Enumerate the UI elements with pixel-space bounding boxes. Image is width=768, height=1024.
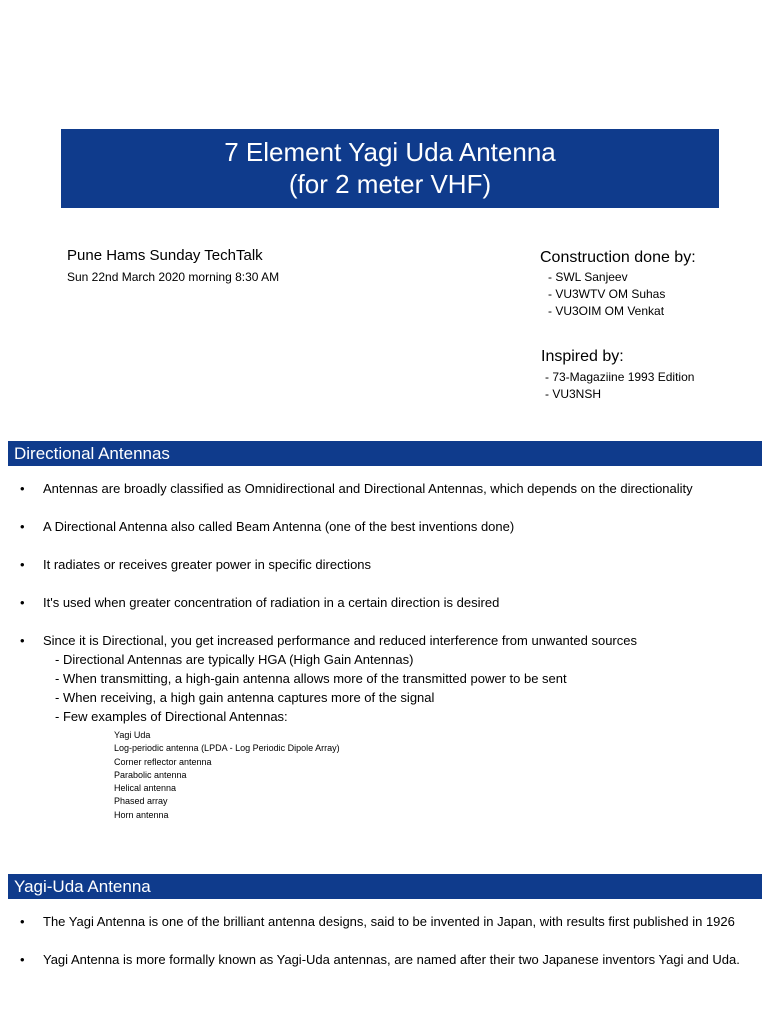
sub-item: - When transmitting, a high-gain antenna allows more of the transmitted power to be sent — [55, 671, 567, 686]
list-item — [20, 912, 750, 931]
bullet-text: A Directional Antenna also called Beam Antenna (one of the best inventions done) — [43, 519, 515, 534]
title-banner — [61, 129, 719, 208]
list-item — [20, 479, 750, 498]
bullet-text: It's used when greater concentration of radiation in a certain direction is desired — [43, 595, 500, 610]
event-title: Pune Hams Sunday TechTalk — [67, 247, 263, 264]
bullet-icon: • — [20, 557, 25, 572]
sub-item: - Few examples of Directional Antennas: — [55, 709, 288, 724]
bullet-icon: • — [20, 633, 25, 648]
title-line-1: 7 Element Yagi Uda Antenna — [224, 137, 556, 167]
bullet-icon: • — [20, 481, 25, 496]
bullet-icon: • — [20, 914, 25, 929]
example-item: Corner reflector antenna — [114, 756, 212, 767]
antenna-examples-list — [20, 729, 750, 822]
bullet-text: Antennas are broadly classified as Omnidirectional and Directional Antennas, which depends on the directionality — [43, 481, 693, 496]
section-heading-yagi: Yagi-Uda Antenna — [8, 874, 762, 899]
sub-item: - When receiving, a high gain antenna captures more of the signal — [55, 690, 435, 705]
bullet-text: It radiates or receives greater power in specific directions — [43, 557, 372, 572]
list-item — [20, 593, 750, 612]
bullet-text: Since it is Directional, you get increased performance and reduced interference from unwanted sources — [43, 633, 637, 648]
bullet-icon: • — [20, 952, 25, 967]
inspired-item: - VU3NSH — [545, 387, 602, 401]
example-item: Helical antenna — [114, 783, 177, 794]
sub-item: - Directional Antennas are typically HGA (High Gain Antennas) — [55, 652, 414, 667]
yagi-bullet-list — [20, 912, 750, 969]
list-item — [20, 950, 750, 969]
construction-item: - SWL Sanjeev — [548, 270, 628, 284]
example-item: Horn antenna — [114, 809, 169, 820]
example-item: Phased array — [114, 796, 168, 807]
list-item — [20, 555, 750, 574]
inspired-item: - 73-Magaziine 1993 Edition — [545, 370, 695, 384]
example-item: Log-periodic antenna (LPDA - Log Periodic Dipole Array) — [114, 743, 340, 754]
inspired-heading: Inspired by: — [541, 348, 624, 365]
section-heading-directional: Directional Antennas — [8, 441, 762, 466]
list-item — [20, 517, 750, 536]
title-line-2: (for 2 meter VHF) — [288, 169, 492, 199]
construction-item: - VU3WTV OM Suhas — [548, 287, 666, 301]
list-item — [20, 631, 750, 650]
bullet-text: The Yagi Antenna is one of the brilliant antenna designs, said to be invented in Japan, with results first published in 1926 — [43, 914, 735, 929]
event-date: Sun 22nd March 2020 morning 8:30 AM — [67, 270, 280, 284]
example-item: Yagi Uda — [114, 730, 151, 740]
bullet-text: Yagi Antenna is more formally known as Yagi-Uda antennas, are named after their two Japanese inventors Yagi and Uda. — [43, 952, 740, 967]
directional-bullet-list — [20, 479, 750, 822]
inspired-list — [545, 369, 694, 403]
bullet-icon: • — [20, 595, 25, 610]
example-item: Parabolic antenna — [114, 769, 187, 780]
construction-heading: Construction done by: — [540, 249, 696, 266]
construction-list — [548, 269, 665, 320]
sub-list — [20, 650, 750, 726]
construction-item: - VU3OIM OM Venkat — [548, 304, 665, 318]
bullet-icon: • — [20, 519, 25, 534]
